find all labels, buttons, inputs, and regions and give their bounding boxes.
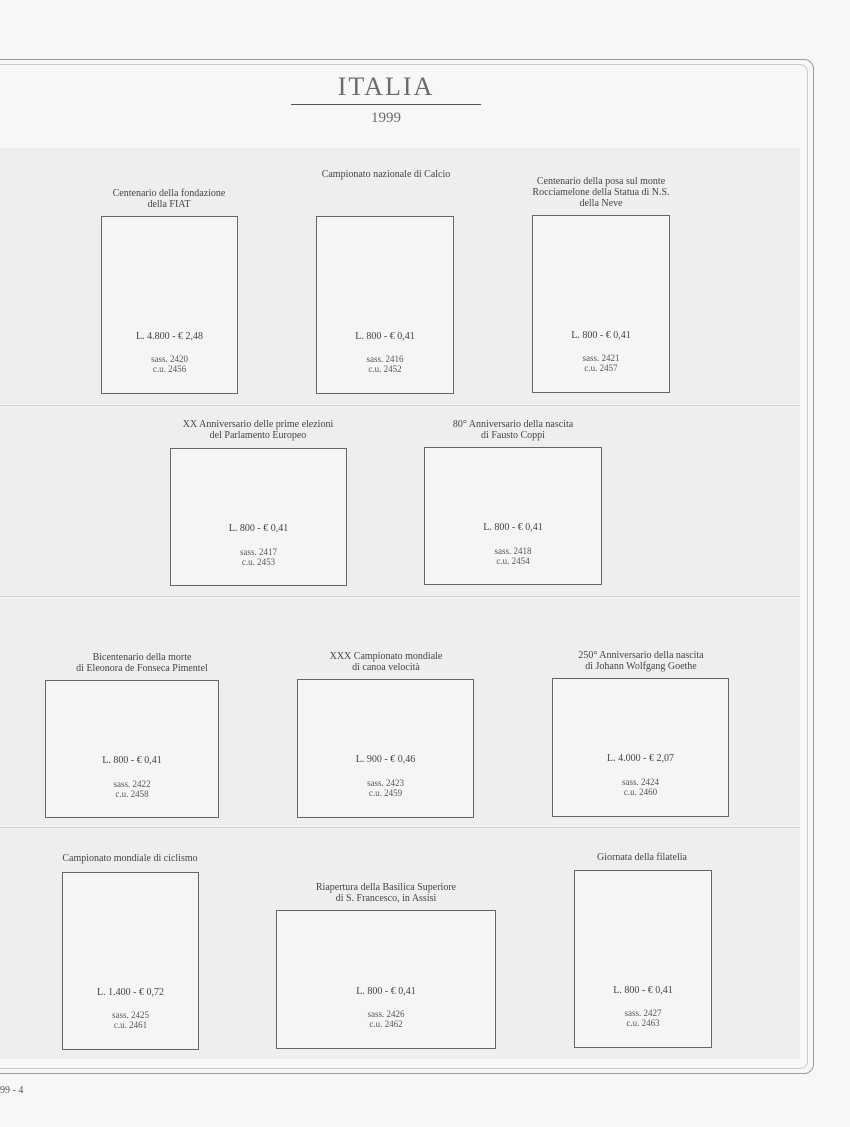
stamp-mount[interactable]	[574, 870, 712, 1048]
stamp-mount[interactable]	[532, 215, 670, 393]
stamp-mount[interactable]	[297, 679, 474, 818]
strip-divider	[0, 827, 800, 828]
stamp-mount[interactable]	[316, 216, 454, 394]
stamp-title: Campionato mondiale di ciclismo	[62, 853, 198, 864]
stamp-price: L. 800 - € 0,41	[355, 331, 415, 342]
stamp-cu-number: c.u. 2454	[496, 556, 530, 566]
stamp-title: Centenario della posa sul monte Rocciamelone della Statua di N.S. della Neve	[532, 176, 670, 209]
stamp-cu-number: c.u. 2456	[152, 364, 187, 374]
stamp-cu-number: c.u. 2462	[369, 1019, 403, 1029]
page-year: 1999	[371, 110, 401, 126]
stamp-price: L. 4.800 - € 2,48	[136, 331, 203, 342]
stamp-title: Giornata della filatelia	[597, 852, 687, 863]
stamp-title: 80° Anniversario della nascita di Fausto Coppi	[452, 419, 574, 441]
stamp-cu-number: c.u. 2453	[241, 557, 276, 567]
stamp-price: L. 800 - € 0,41	[613, 985, 673, 996]
stamp-sass-number: sass. 2425	[111, 1010, 149, 1020]
stamp-cu-number: c.u. 2457	[584, 363, 618, 373]
stamp-mount[interactable]	[101, 216, 238, 394]
stamp-cu-number: c.u. 2463	[626, 1018, 660, 1028]
stamp-sass-number: sass. 2418	[494, 546, 532, 556]
mounting-strip	[0, 407, 800, 595]
stamp-mount[interactable]	[170, 448, 347, 586]
stamp-title: Bicentenario della morte di Eleonora de Fonseca Pimentel	[76, 652, 208, 674]
stamp-mount[interactable]	[424, 447, 602, 585]
stamp-sass-number: sass. 2426	[367, 1009, 405, 1019]
stamp-sass-number: sass. 2423	[366, 778, 404, 788]
stamp-sass-number: sass. 2420	[150, 354, 188, 364]
stamp-sass-number: sass. 2416	[366, 354, 404, 364]
stamp-title: 250° Anniversario della nascita di Johann Wolfgang Goethe	[578, 650, 704, 672]
page-number: 99 - 4	[0, 1085, 24, 1096]
stamp-mount[interactable]	[276, 910, 496, 1049]
stamp-mount[interactable]	[45, 680, 219, 818]
stamp-price: L. 800 - € 0,41	[483, 522, 543, 533]
stamp-price: L. 4.000 - € 2,07	[607, 753, 674, 764]
stamp-cu-number: c.u. 2452	[368, 364, 402, 374]
stamp-sass-number: sass. 2427	[624, 1008, 662, 1018]
header-rule	[291, 104, 481, 105]
stamp-cu-number: c.u. 2459	[368, 788, 403, 798]
stamp-cu-number: c.u. 2461	[113, 1020, 148, 1030]
stamp-title: Campionato nazionale di Calcio	[321, 169, 451, 180]
stamp-price: L. 800 - € 0,41	[571, 330, 631, 341]
stamp-mount[interactable]	[62, 872, 199, 1050]
stamp-title: Riapertura della Basilica Superiore di S. Francesco, in Assisi	[315, 882, 457, 904]
stamp-price: L. 800 - € 0,41	[228, 523, 289, 534]
stamp-sass-number: sass. 2417	[239, 547, 277, 557]
stamp-price: L. 1.400 - € 0,72	[97, 987, 164, 998]
stamp-title: XX Anniversario delle prime elezioni del Parlamento Europeo	[182, 419, 334, 441]
strip-divider	[0, 596, 800, 597]
stamp-sass-number: sass. 2422	[113, 779, 151, 789]
stamp-title: XXX Campionato mondiale di canoa velocità	[329, 651, 443, 673]
stamp-cu-number: c.u. 2458	[115, 789, 149, 799]
stamp-sass-number: sass. 2424	[621, 777, 659, 787]
stamp-price: L. 800 - € 0,41	[102, 755, 162, 766]
stamp-mount[interactable]	[552, 678, 729, 817]
stamp-title: Centenario della fondazione della FIAT	[112, 188, 226, 210]
strip-divider	[0, 405, 800, 406]
stamp-price: L. 800 - € 0,41	[356, 986, 416, 997]
stamp-price: L. 900 - € 0,46	[355, 754, 416, 765]
stamp-sass-number: sass. 2421	[582, 353, 620, 363]
page-title: ITALIA	[337, 72, 435, 101]
stamp-cu-number: c.u. 2460	[623, 787, 658, 797]
